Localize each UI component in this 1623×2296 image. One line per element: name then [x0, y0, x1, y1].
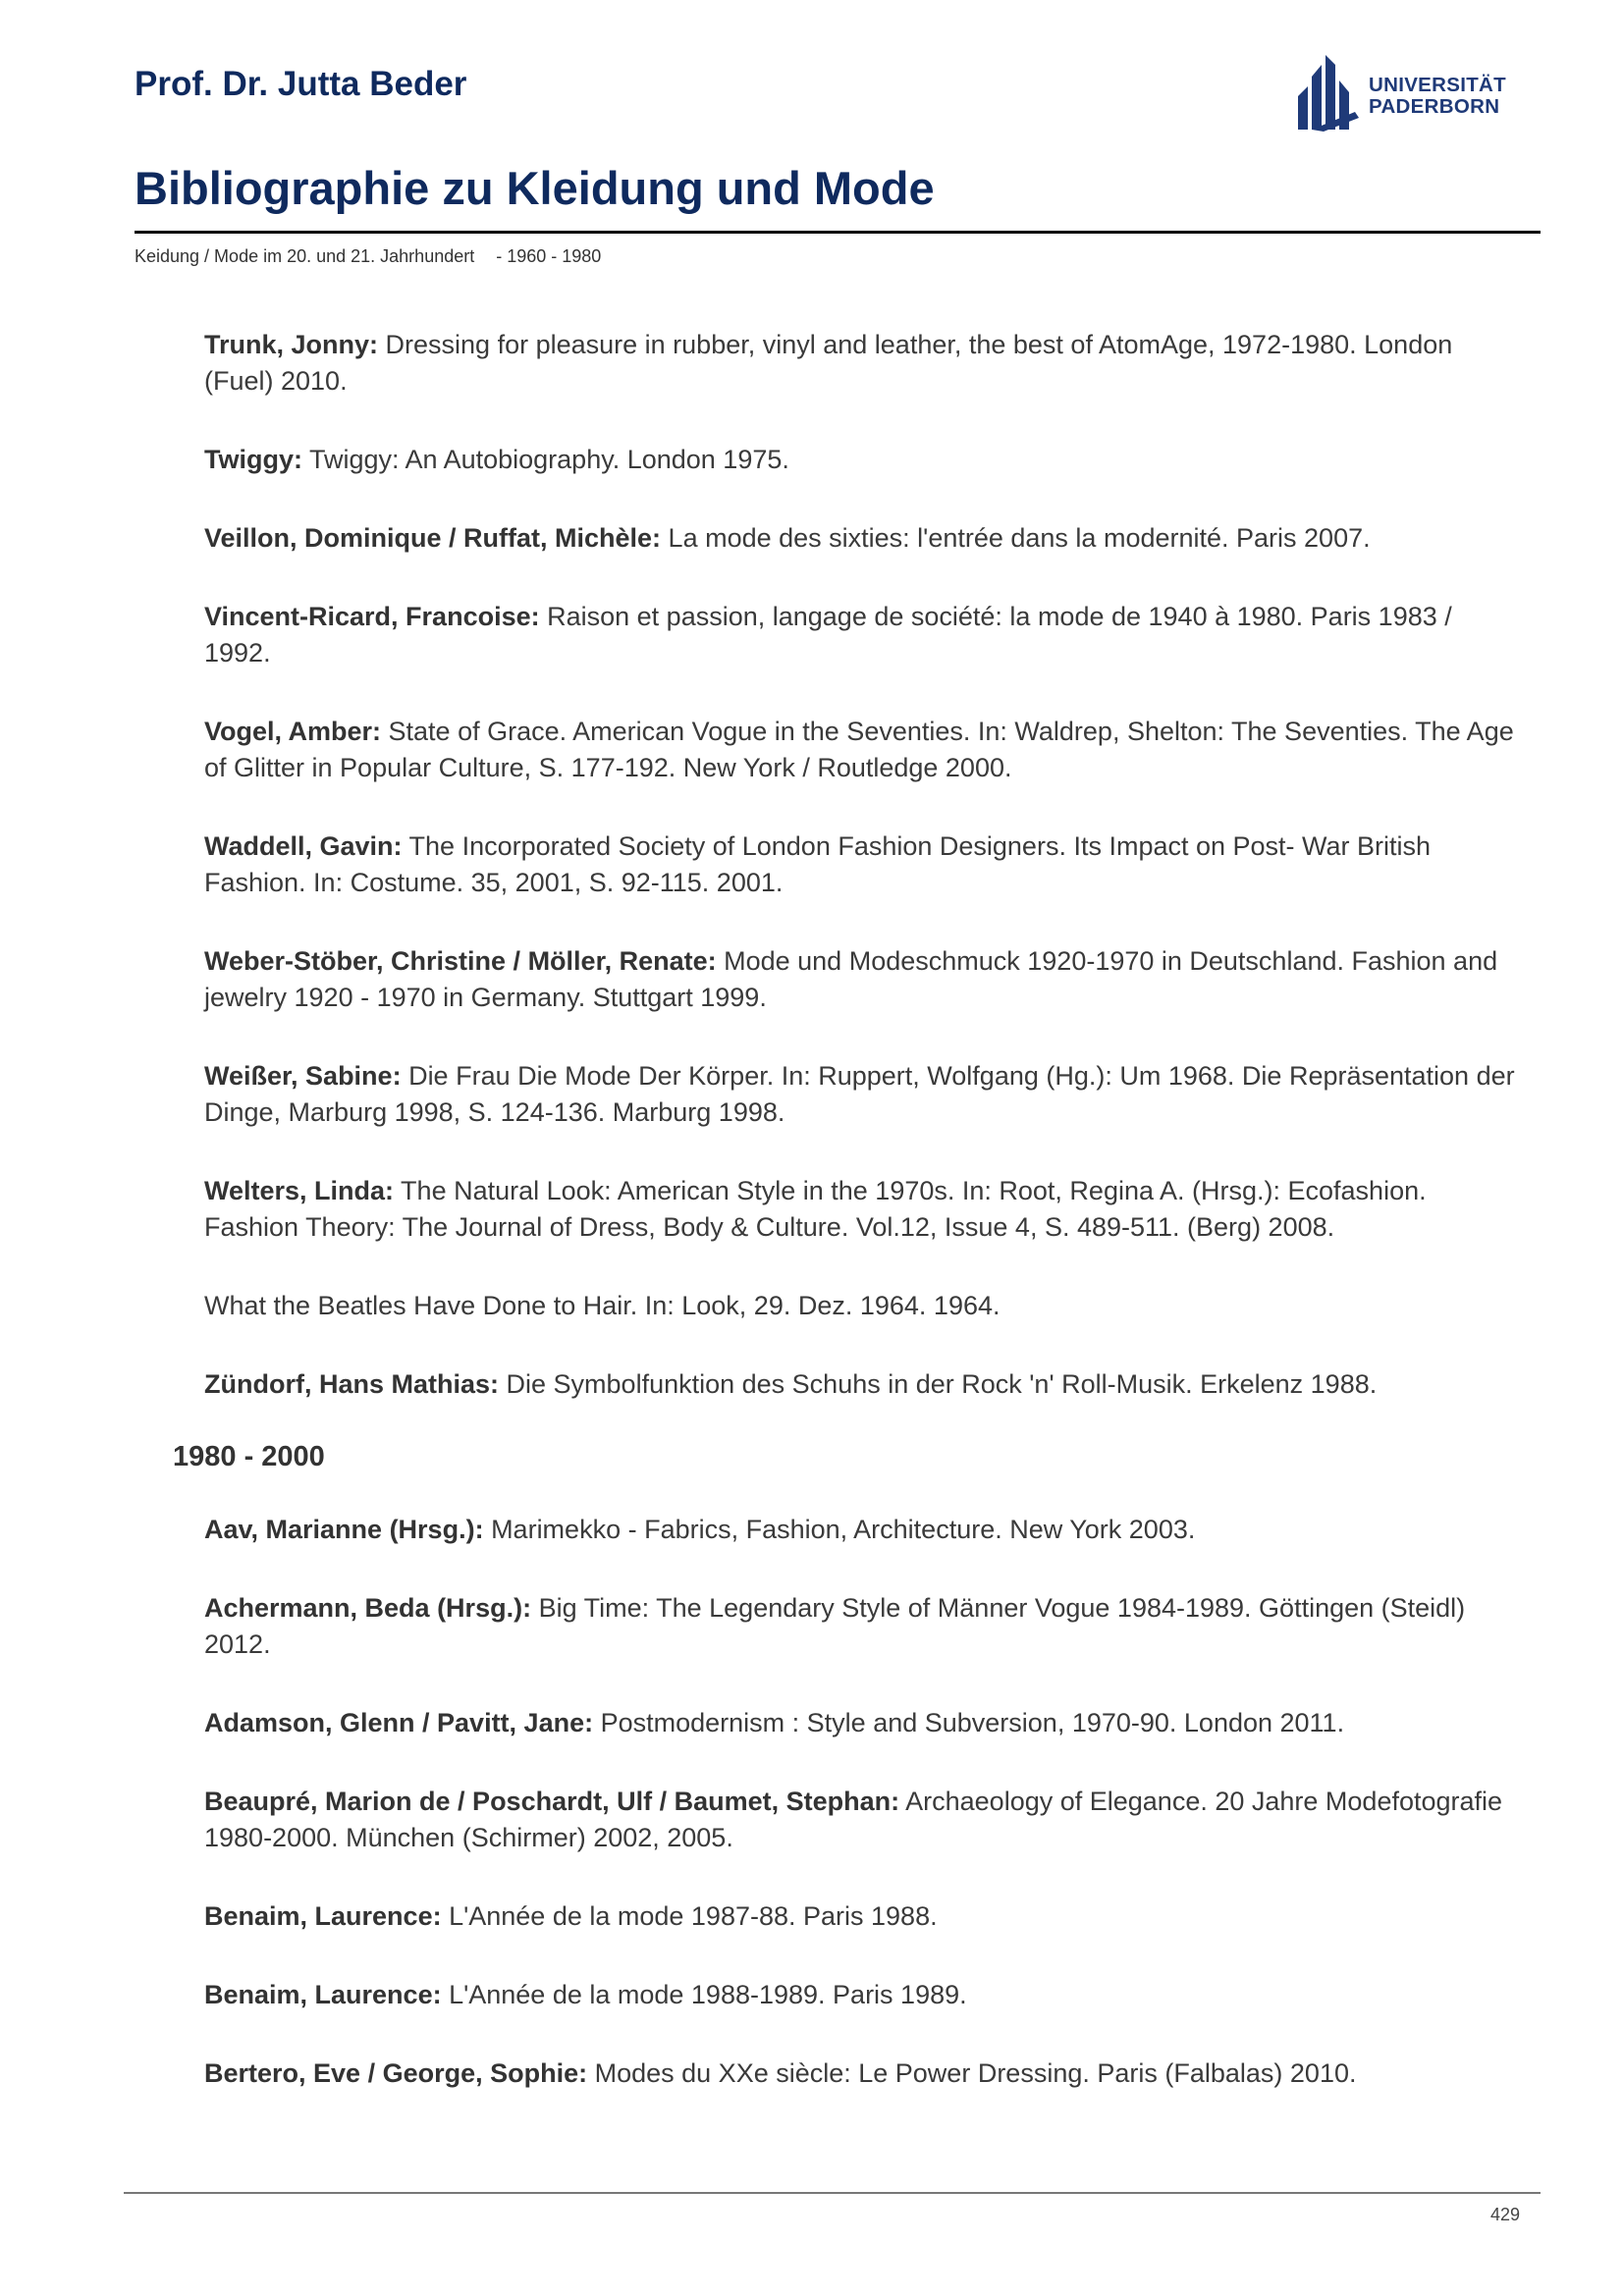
bibliography-entry [204, 1898, 1520, 1935]
entry-text: Dressing for pleasure in rubber, vinyl and leather, the best of AtomAge, 1972-1980. London (Fuel) 2010. [204, 330, 1453, 396]
university-paderborn-logo-icon [1294, 53, 1365, 132]
bibliography-entry [204, 1288, 1520, 1324]
entry-text: The Natural Look: American Style in the 1970s. In: Root, Regina A. (Hrsg.): Ecofashion. Fashion Theory: The Journal of Dress, Body & Culture. Vol.12, Issue 4, S. 489-511. (Berg) 2008. [204, 1176, 1427, 1242]
bibliography-entry [204, 442, 1520, 478]
entry-author: Bertero, Eve / George, Sophie: [204, 2058, 588, 2088]
bibliography-entry [204, 714, 1520, 786]
page-title: Bibliographie zu Kleidung und Mode [135, 162, 935, 214]
entry-text: Postmodernism : Style and Subversion, 1970-90. London 2011. [593, 1708, 1345, 1737]
logo-wordmark [1369, 75, 1506, 118]
bibliography-entry [204, 1512, 1520, 1548]
page-number: 429 [1490, 2205, 1521, 2224]
bibliography-list [173, 327, 1520, 2134]
entry-text: What the Beatles Have Done to Hair. In: Look, 29. Dez. 1964. 1964. [204, 1291, 1001, 1320]
entry-text: Big Time: The Legendary Style of Männer Vogue 1984-1989. Göttingen (Steidl) 2012. [204, 1593, 1466, 1659]
bibliography-entry [204, 2056, 1520, 2092]
entry-author: Weber-Stöber, Christine / Möller, Renate: [204, 946, 717, 976]
breadcrumb [135, 246, 601, 267]
entry-author: Beaupré, Marion de / Poschardt, Ulf / Baumet, Stephan: [204, 1787, 900, 1816]
logo-line-1: UNIVERSITÄT [1369, 74, 1506, 96]
entry-text: Raison et passion, langage de société: la mode de 1940 à 1980. Paris 1983 / 1992. [204, 602, 1452, 667]
author-name: Prof. Dr. Jutta Beder [135, 65, 467, 103]
bibliography-entry [204, 1173, 1520, 1246]
entry-author: Benaim, Laurence: [204, 1980, 442, 2009]
entry-text: Mode und Modeschmuck 1920-1970 in Deutschland. Fashion and jewelry 1920 - 1970 in Germany. Stuttgart 1999. [204, 946, 1498, 1012]
entry-author: Zündorf, Hans Mathias: [204, 1369, 500, 1399]
entry-text: The Incorporated Society of London Fashion Designers. Its Impact on Post- War British Fashion. In: Costume. 35, 2001, S. 92-115. 2001. [204, 831, 1432, 897]
entry-text: Die Symbolfunktion des Schuhs in der Rock 'n' Roll-Musik. Erkelenz 1988. [499, 1369, 1378, 1399]
entry-text: State of Grace. American Vogue in the Seventies. In: Waldrep, Shelton: The Seventies. The Age of Glitter in Popular Culture, S. 177-192. New York / Routledge 2000. [204, 717, 1514, 782]
entry-author: Waddell, Gavin: [204, 831, 403, 861]
footer-divider [124, 2192, 1541, 2194]
breadcrumb-section: Keidung / Mode im 20. und 21. Jahrhundert [135, 246, 475, 266]
bibliography-entry [204, 1784, 1520, 1856]
entry-author: Trunk, Jonny: [204, 330, 379, 359]
bibliography-entry [204, 1058, 1520, 1131]
entry-author: Twiggy: [204, 445, 302, 474]
bibliography-entry [204, 327, 1520, 400]
entry-text: Archaeology of Elegance. 20 Jahre Modefotografie 1980-2000. München (Schirmer) 2002, 2005. [204, 1787, 1503, 1852]
breadcrumb-range: - 1960 - 1980 [496, 246, 602, 266]
bibliography-entry [204, 1977, 1520, 2013]
entry-author: Benaim, Laurence: [204, 1901, 442, 1931]
entry-author: Adamson, Glenn / Pavitt, Jane: [204, 1708, 594, 1737]
entry-author: Aav, Marianne (Hrsg.): [204, 1515, 484, 1544]
entry-author: Vincent-Ricard, Francoise: [204, 602, 540, 631]
logo-line-2: PADERBORN [1369, 95, 1500, 118]
bibliography-entry [204, 943, 1520, 1016]
entry-author: Welters, Linda: [204, 1176, 395, 1205]
bibliography-entry [204, 828, 1520, 901]
university-logo[interactable] [1294, 53, 1530, 132]
entry-text: Die Frau Die Mode Der Körper. In: Ruppert, Wolfgang (Hg.): Um 1968. Die Repräsentation der Dinge, Marburg 1998, S. 124-136. Marburg 1998. [204, 1061, 1515, 1127]
bibliography-entry [204, 1366, 1520, 1403]
bibliography-entry [204, 1705, 1520, 1741]
entry-text: Modes du XXe siècle: Le Power Dressing. Paris (Falbalas) 2010. [587, 2058, 1357, 2088]
entry-author: Achermann, Beda (Hrsg.): [204, 1593, 532, 1623]
entry-author: Vogel, Amber: [204, 717, 382, 746]
header-divider [135, 231, 1541, 234]
entry-text: L'Année de la mode 1987-88. Paris 1988. [441, 1901, 938, 1931]
entry-text: Marimekko - Fabrics, Fashion, Architecture. New York 2003. [483, 1515, 1196, 1544]
bibliography-entry [204, 1590, 1520, 1663]
bibliography-entry [204, 599, 1520, 671]
section-heading: 1980 - 2000 [173, 1441, 325, 1472]
entry-author: Veillon, Dominique / Ruffat, Michèle: [204, 523, 662, 553]
entry-text: L'Année de la mode 1988-1989. Paris 1989. [441, 1980, 967, 2009]
bibliography-entry [204, 520, 1520, 557]
entry-text: La mode des sixties: l'entrée dans la modernité. Paris 2007. [661, 523, 1371, 553]
entry-author: Weißer, Sabine: [204, 1061, 402, 1091]
entry-text: Twiggy: An Autobiography. London 1975. [301, 445, 789, 474]
